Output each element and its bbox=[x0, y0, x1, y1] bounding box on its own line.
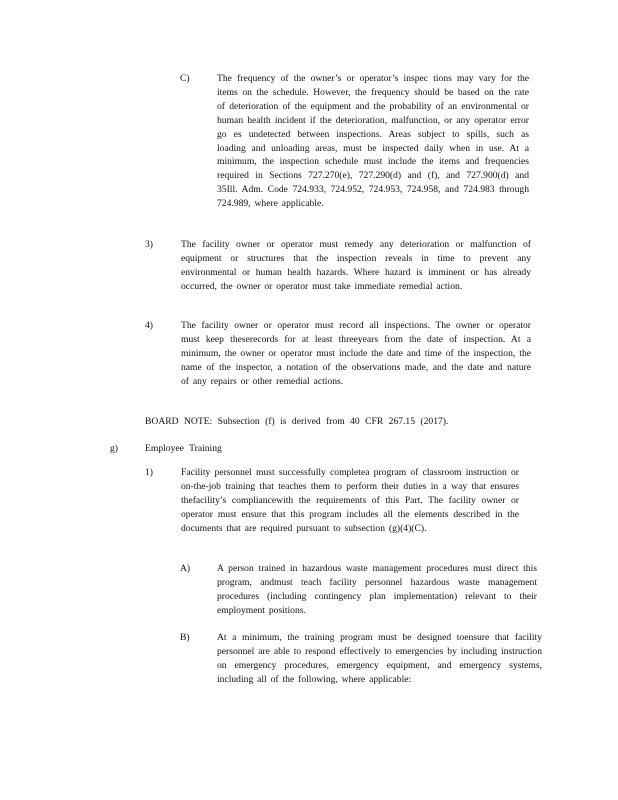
item-g1a-text: A person trained in hazardous waste management procedures must direct this program, andmust teach facility personnel hazardous waste management procedures (including contingency plan implementation) relevant to their employment positions. bbox=[217, 563, 537, 616]
item-3-label: 3) bbox=[145, 239, 153, 250]
item-g1b-label: B) bbox=[180, 632, 190, 643]
item-c-text: The frequency of the owner’s or operator’s inspec tions may vary for the items on the schedule. However, the frequency should be based on the rate of deterioration of the equipment and the probability of an environmental or human health incident if the deterioration, malfunction, or any operator error go es undetected between inspections. Areas subject to spills, such as loading and unloading areas, must be inspected daily when in use. At a minimum, the inspection schedule must include the items and frequencies required in Sections 727.270(e), 727.290(d) and (f), and 727.900(d) and 35Ill. Adm. Code 724.933, 724.952, 724.953, 724.958, and 724.983 through 724.989, where applicable. bbox=[217, 73, 529, 210]
item-g-heading: Employee Training bbox=[145, 443, 222, 454]
item-g1-label: 1) bbox=[145, 467, 153, 478]
item-c-label: C) bbox=[180, 73, 190, 84]
item-g1-text: Facility personnel must successfully completea program of classroom instruction or on-the-job training that teaches them to perform their duties in a way that ensures thefacility’s compliancewith the requirements of this Part. The facility owner or operator must ensure that this program includes all the elements described in the documents that are required pursuant to subsection (g)(4)(C). bbox=[181, 467, 519, 534]
item-g1b-text: At a minimum, the training program must be designed toensure that facility personnel are able to respond effectively to emergencies by including instruction on emergency procedures, emergency equipment, and emergency systems, including all of the following, where applicable: bbox=[217, 632, 542, 685]
item-4-text: The facility owner or operator must record all inspections. The owner or operator must keep theserecords for at least threeyears from the date of inspection. At a minimum, the owner or operator must include the date and time of the inspection, the name of the inspector, a notation of the observations made, and the date and nature of any repairs or other remedial actions. bbox=[181, 320, 531, 387]
item-3-text: The facility owner or operator must remedy any deterioration or malfunction of equipment or structures that the inspection reveals in time to prevent any environmental or human health hazards. Where hazard is imminent or has already occurred, the owner or operator must take immediate remedial action. bbox=[181, 239, 531, 292]
item-g1a-label: A) bbox=[180, 563, 191, 574]
item-g-label: g) bbox=[110, 443, 118, 454]
board-note: BOARD NOTE: Subsection (f) is derived from 40 CFR 267.15 (2017). bbox=[145, 416, 449, 427]
item-4-label: 4) bbox=[145, 320, 153, 331]
